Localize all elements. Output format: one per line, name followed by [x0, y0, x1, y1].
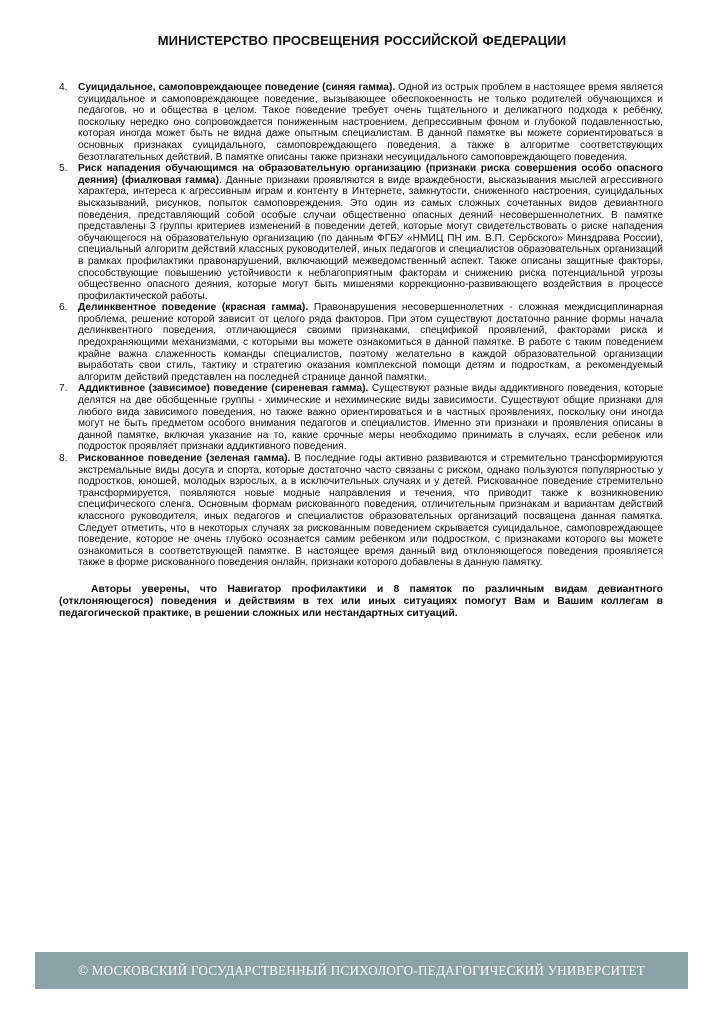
item-title: Делинквентное поведение (красная гамма).: [78, 302, 309, 314]
conclusion-paragraph: Авторы уверены, что Навигатор профилактики и 8 памяток по различным видам девиантного (отклоняющегося) поведения и действиям в тех или иных ситуациях помогут Вам и Вашим коллегам в педагогической практике, в решении сложных или нестандартных ситуаций.: [59, 583, 663, 619]
item-title: Риск нападения обучающимся на образовательную организацию (признаки риска совершения особо опасного деяния) (фиалковая гамма): [78, 163, 663, 186]
item-text: В последние годы активно развиваются и стремительно трансформируются экстремальные виды досуга и спорта, которые достаточно часто связаны с риском, однако пользуются популярностью у подростков, юношей, молодых взрослых, а в исключительных случаях и у детей. Рискованное поведение стремительно трансформируется, появляются новые модные направления и течения, что приводит также к возникновению специфического сленга. Основным формам рискованного поведения, отличительным признакам и вариантам действий классного руководителя, иных педагогов и специалистов образовательных организаций посвящена данная памятка. Следует отметить, что в некоторых случаях за рискованным поведением скрывается суицидальное, самоповреждающее поведение, которое не очень глубоко осознается самим ребенком или подростком, с признаками которого вы можете ознакомиться в соответствующей памятке. В настоящее время данный вид отклоняющегося поведения проявляется также в форме рискованного поведения онлайн, признаки которого добавлены в данную памятку.: [78, 453, 664, 569]
list-item-risky: [59, 453, 663, 569]
item-title: Аддиктивное (зависимое) поведение (сиреневая гамма).: [78, 383, 369, 395]
item-number: 4.: [59, 82, 68, 93]
item-title: Суицидальное, самоповреждающее поведение (синяя гамма).: [78, 82, 396, 93]
item-text: Существуют разные виды аддиктивного поведения, которые делятся на две обобщенные группы - химические и нехимические виды зависимости. Существуют общие признаки для любого вида зависимого поведения, но также важно ориентироваться и в частных проявлениях, поскольку они иногда могут не быть предметом особого внимания педагогов и специалистов. Именно эти признаки и проявления описаны в данной памятке, включая указание на то, какие срочные меры необходимо принимать в случаях, если ребенок или подросток проявляет признаки аддиктивного поведения.: [78, 383, 664, 453]
item-text: Правонарушения несовершеннолетних - сложная междисциплинарная проблема, решение которой зависит от целого ряда факторов. При этом существуют достаточно ранние формы начала делинквентного поведения, отличающиеся своими признаками, спецификой проявлений, факторами риска и предохраняющими механизмами, с которыми вы можете ознакомиться в данной памятке. В работе с таким поведением крайне важна слаженность команды специалистов, поэтому желательно в каждой образовательной организации выработать свои стиль, тактику и стратегию оказания комплексной помощи детям и подросткам, а рекомендуемый алгоритм действий представлен на последней странице данной памятки.: [78, 302, 663, 383]
item-number: 6.: [59, 302, 68, 314]
item-number: 5.: [59, 163, 68, 175]
document-body: [59, 82, 663, 630]
item-number: 7.: [59, 383, 68, 395]
numbered-list: [59, 82, 663, 569]
footer-copyright: © МОСКОВСКИЙ ГОСУДАРСТВЕННЫЙ ПСИХОЛОГО-ПЕДАГОГИЧЕСКИЙ УНИВЕРСИТЕТ: [77, 962, 646, 978]
page-title: МИНИСТЕРСТВО ПРОСВЕЩЕНИЯ РОССИЙСКОЙ ФЕДЕРАЦИИ: [157, 33, 567, 48]
item-number: 8.: [59, 453, 68, 464]
list-item-addictive: [59, 383, 663, 453]
item-title: Рискованное поведение (зеленая гамма).: [78, 453, 291, 464]
list-item-suicidal: [59, 82, 663, 163]
item-text: . Данные признаки проявляются в виде враждебности, высказывания мыслей агрессивного характера, интереса к агрессивным играм и контенту в Интернете, замкнутости, сниженного настроения, суицидальных высказываний, рисунков, попыток самоповреждения. Это один из самых сложных сочетанных видов девиантного поведения, представляющий собой особые случаи общественно опасных деяний несовершеннолетних. В памятке представлены 3 группы критериев изменений в поведении детей, которые могут свидетельствовать о риске нападения обучающегося на образовательную организацию (по данным ФГБУ «НМИЦ ПН им. В.П. Сербского» Минздрава России), специальный алгоритм действий классных руководителей, иных педагогов и специалистов образовательных организаций в рамках профилактики правонарушений, включающий межведомственный аспект. Также описаны защитные факторы, способствующие повышению устойчивости к неблагоприятным факторам и снижению риска потенциальной угрозы общественно опасного деяния, которые могут быть мишенями коррекционно-развивающего воздействия в процессе профилактической работы.: [78, 174, 663, 302]
item-text: Одной из острых проблем в настоящее время является суицидальное и самоповреждающее поведение, вызывающее обеспокоенность не только родителей обучающихся и педагогов, но и общества в целом. Такое поведение требует очень тщательного и деликатного подхода к ребёнку, поскольку нередко оно сопровождается пониженным настроением, депрессивным фоном и глубокой подавленностью, которая иногда может быть не видна даже опытным специалистам. В данной памятке вы можете сориентироваться в основных признаках суицидального, самоповреждающего поведения, а также в алгоритме соответствующих безотлагательных действий. В памятке описаны также признаки несуицидального самоповреждающего поведения.: [78, 82, 663, 163]
list-item-delinquent: [59, 302, 663, 383]
footer-band: [35, 952, 688, 989]
list-item-attack-risk: [59, 163, 663, 302]
